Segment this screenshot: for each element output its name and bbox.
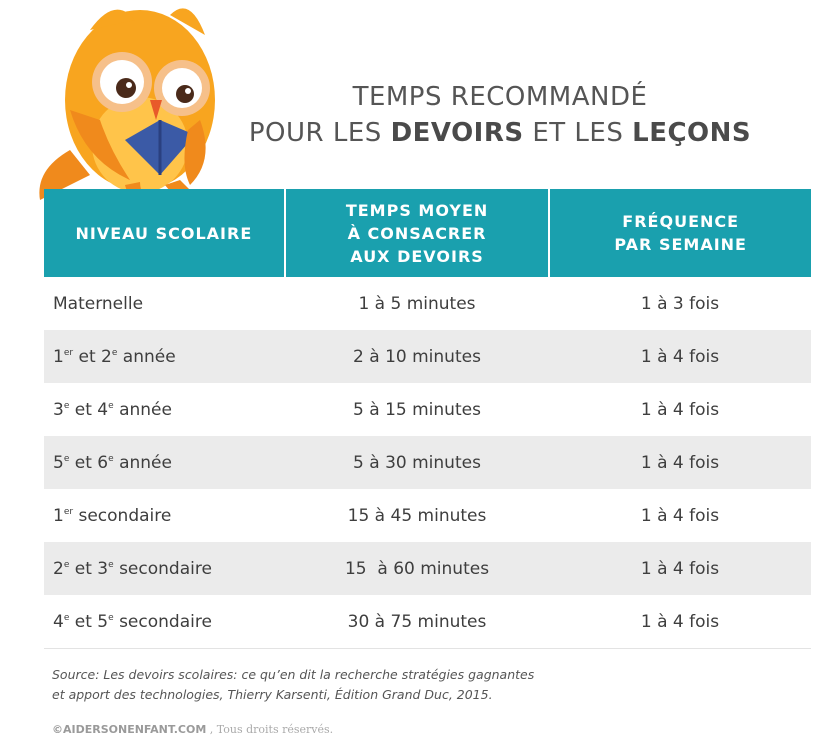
cell-level [44, 453, 285, 473]
source-line: et apport des technologies, Thierry Karsenti, Édition Grand Duc, 2015. [52, 687, 493, 702]
table-header [44, 189, 811, 277]
cell-level [44, 400, 285, 420]
cell-time: 15 à 60 minutes [344, 558, 490, 579]
rights-text: , Tous droits réservés. [206, 723, 334, 736]
cell-frequency: 1 à 3 fois [640, 293, 720, 314]
level-superscript: e [63, 400, 70, 411]
level-text: 1 [53, 505, 64, 526]
level-text: 1 [53, 346, 64, 367]
level-text: et 3 [69, 558, 109, 579]
level-text: Maternelle [53, 293, 144, 314]
source-line: Source: Les devoirs scolaires: ce qu’en dit la recherche stratégies gagnantes [52, 667, 535, 682]
cell-frequency: 1 à 4 fois [640, 611, 720, 632]
level-text: secondaire [73, 505, 172, 526]
level-text: année [113, 399, 172, 420]
homework-time-table [44, 189, 811, 649]
owl-mascot-icon [30, 0, 240, 215]
cell-level [44, 347, 285, 367]
level-superscript: e [108, 400, 114, 411]
cell-frequency: 1 à 4 fois [640, 399, 720, 420]
cell-time: 2 à 10 minutes [353, 346, 481, 367]
title-emphasis-devoirs: DEVOIRS [390, 118, 524, 148]
column-header-level: NIVEAU SCOLAIRE [75, 223, 253, 243]
table-body [44, 277, 811, 648]
level-text: et 4 [69, 399, 109, 420]
cell-frequency: 1 à 4 fois [640, 346, 720, 367]
level-superscript: e [63, 612, 70, 623]
level-text: 5 [53, 452, 64, 473]
column-header-frequency: FRÉQUENCE PAR SEMAINE [548, 189, 811, 277]
title-text: POUR LES [248, 118, 391, 148]
cell-frequency: 1 à 4 fois [640, 505, 720, 526]
level-superscript: e [111, 347, 118, 358]
cell-time: 1 à 5 minutes [358, 293, 476, 314]
level-text: secondaire [113, 611, 212, 632]
level-text: et 5 [69, 611, 109, 632]
page-title-line2 [230, 118, 770, 148]
cell-frequency: 1 à 4 fois [640, 558, 720, 579]
level-text: année [117, 346, 176, 367]
cell-frequency: 1 à 4 fois [640, 452, 720, 473]
cell-level [44, 612, 285, 632]
cell-level [44, 294, 285, 314]
level-text: année [113, 452, 172, 473]
cell-time: 15 à 45 minutes [347, 505, 487, 526]
level-superscript: e [108, 612, 114, 623]
table-row [44, 436, 811, 489]
table-row [44, 383, 811, 436]
table-row [44, 489, 811, 542]
table-row [44, 595, 811, 648]
source-citation [52, 665, 612, 705]
level-superscript: e [108, 559, 114, 570]
level-superscript: e [63, 559, 70, 570]
table-bottom-divider [44, 648, 811, 649]
cell-time: 30 à 75 minutes [347, 611, 487, 632]
page-title-line1: TEMPS RECOMMANDÉ [352, 82, 648, 112]
level-text: et 6 [69, 452, 109, 473]
column-header-time: TEMPS MOYEN À CONSACRER AUX DEVOIRS [284, 189, 549, 277]
level-superscript: er [63, 347, 74, 358]
level-text: et 2 [73, 346, 112, 367]
cell-level [44, 506, 285, 526]
copyright-notice [52, 723, 333, 736]
level-text: secondaire [113, 558, 212, 579]
cell-time: 5 à 15 minutes [353, 399, 481, 420]
level-text: 3 [53, 399, 64, 420]
table-row [44, 542, 811, 595]
title-text: ET LES [523, 118, 633, 148]
table-row [44, 330, 811, 383]
level-superscript: er [63, 506, 74, 517]
level-text: 4 [53, 611, 64, 632]
table-row [44, 277, 811, 330]
title-emphasis-lecons: LEÇONS [632, 118, 752, 148]
level-superscript: e [108, 453, 114, 464]
cell-time: 5 à 30 minutes [353, 452, 481, 473]
brand-name: ©AIDERSONENFANT.COM [52, 723, 207, 736]
level-superscript: e [63, 453, 70, 464]
cell-level [44, 559, 285, 579]
level-text: 2 [53, 558, 64, 579]
